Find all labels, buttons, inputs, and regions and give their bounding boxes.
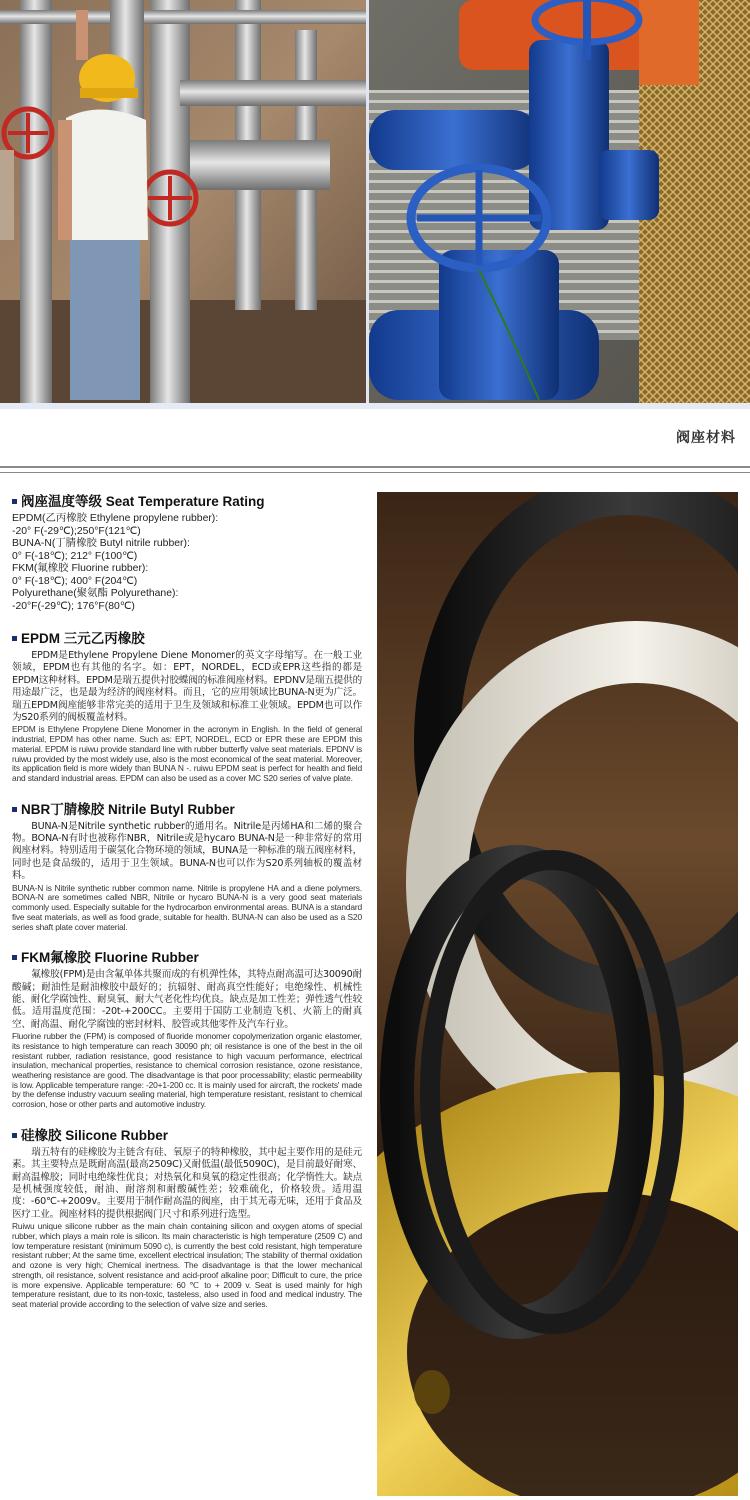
photo-valve-seat-rings (377, 492, 738, 1496)
fkm-description-en: Fluorine rubber the (FPM) is composed of fluoride monomer copolymerization organic elastomer, its resistance to high temperature can reach 30090 ph; oil resistance is one of the best in the oil resistant rubber, radiation resistance, good resistance to high vacuum performance, electrical insulation, mechanical properties, resistance to chemical corrosion resistance, ozone resistance, weathering resistance are good. The disadvantage is that poor processability; elastic permeability is low. Applicable temperature range: -20+1-200 cc. It is mainly used for aircraft, the rockets' made by the defense industry vacuum sealing material, high temperature resistant, resistant to chemical corrosion, hose or other parts and automotive industry. (12, 1031, 362, 1110)
temperature-rating-title: 阀座温度等级 Seat Temperature Rating (21, 494, 265, 509)
photo-blue-gate-valves (369, 0, 750, 403)
header-rule (0, 466, 750, 468)
nbr-description-en: BUNA-N is Nitrile synthetic rubber common name. Nitrile is propylene HA and a diene polymers. BONA-N are sometimes called NBR, Nitrile or hycaro BUNA-N is a very good seat materials commonly used. Especially suitable for the hydrocarbon environmental areas. BUNA is a standard five seat materials, as well as food grade, suitable for health. BUNA-N can also be used as a S20 series shaft plate cover material. (12, 882, 362, 932)
rating-line: BUNA-N(丁腈橡胶 Butyl nitrile rubber): (12, 538, 190, 549)
section-heading (12, 946, 362, 966)
epdm-section (12, 627, 362, 784)
temperature-rating-section (12, 490, 362, 613)
epdm-description-zh: EPDM是Ethylene Propylene Diene Monomer的英文字母缩写。在一般工业领域，EPDM也有其他的名字。如：EPT，NORDEL，ECD或EPR这些指的都是EPDM这种材料。EPDM是瑞五提供衬胶蝶阀的标准阀座材料。EPDNV是瑞五提供的用途最广泛，也是最为经济的阀座材料。而且，它的应用领域比BUNA-N更为广泛。瑞五EPDM阀座能够非常完美的适用于卫生及领域和标准工业领域。EPDM也可以作为S20系列的阀板覆盖材料。 (12, 650, 362, 724)
photo-bottom-strip (0, 403, 750, 409)
section-heading (12, 627, 362, 647)
square-bullet-icon (12, 499, 17, 504)
section-heading (12, 1124, 362, 1144)
rating-line: FKM(氟橡胶 Fluorine rubber): (12, 563, 149, 574)
square-bullet-icon (12, 807, 17, 812)
photo-industrial-pipes (0, 0, 366, 403)
silicone-description-en: Ruiwu unique silicone rubber as the main chain containing silicon and oxygen atoms of special rubber, which plays a main role is silicon. Its main characteristic is high temperature (2509 C) and low temperature resistant (minimum 5090 c), is currently the best cold resistant, high temperature resistant rubber; At the same time, excellent electrical insulation; The stability of thermal oxidation and ozone is very high; Chemical inertness. The disadvantage is that the lower mechanical strength, oil resistance, solvent resistance and acid-proof alkaline poor; Difficult to cure, the price is more expensive. Applicable temperature: 60 ℃ to + 2009 v. Seat is used mainly for high temperature resistant, due to its non-toxic, tasteless, also used in food and medical industry. The seat material provide according to the selection of valve size and series. (12, 1221, 362, 1309)
silicone-section (12, 1124, 362, 1310)
rating-line: Polyurethane(聚氨酯 Polyurethane): (12, 588, 179, 599)
header-rule-thin (0, 472, 750, 473)
silicone-title: 硅橡胶 Silicone Rubber (21, 1127, 169, 1143)
epdm-title: EPDM 三元乙丙橡胶 (21, 631, 145, 646)
square-bullet-icon (12, 1133, 17, 1138)
rating-line: -20°F(-29℃); 176°F(80℃) (12, 600, 135, 612)
rating-line: EPDM(乙丙橡胶 Ethylene propylene rubber): (12, 513, 219, 524)
rating-line: 0° F(-18℃); 212° F(100℃) (12, 550, 138, 562)
nbr-title: NBR丁腈橡胶 Nitrile Butyl Rubber (21, 801, 235, 817)
fkm-description-zh: 氟橡胶(FPM)是由含氟单体共聚而成的有机弹性体，其特点耐高温可达30090耐酸碱；耐油性是耐油橡胶中最好的；抗辐射、耐高真空性能好；电绝缘性、机械性能、耐化学腐蚀性、耐臭氧、耐大气老化性均优良。缺点是加工性差；弹性透气性较低。适用温度范围：-20t-+200CC。主要用于国防工业制造飞机、火箭上的耐真空、耐高温、耐化学腐蚀的密封材料、胶管或其他零件及汽车行业。 (12, 969, 362, 1030)
fkm-title: FKM氟橡胶 Fluorine Rubber (21, 950, 199, 966)
rating-line: -20° F(-29℃);250°F(121℃) (12, 525, 141, 537)
materials-text-column (12, 490, 362, 1324)
square-bullet-icon (12, 636, 17, 641)
epdm-description-en: EPDM is Ethylene Propylene Diene Monomer in the acronym in English. In the field of general industrial, EPDM has other name. Such as: EPT, NORDEL, ECD or EPR these are EPDM this material. EPDM is ruiwu provide standard line with rubber butterfly valve seat materials. EPDNV is ruiwu provided by the most widely use, also is the most economical of the seat material. Moreover, its application field is more widely than BUNA N -. ruiwu EPDM seat is perfect for health and field and standard industrial areas. EPDM can also be used as a cover MC S20 series of valve plate. (12, 724, 362, 783)
square-bullet-icon (12, 955, 17, 960)
nbr-description-zh: BUNA-N是Nitrile synthetic rubber的通用名。Nitrile是丙烯HA和二烯的聚合物。BONA-N有时也被称作NBR，Nitrile或是hycaro BUNA-N是一种非常好的常用阀座材料。特别适用于碳氢化合物环境的领域，BUNA是一种标准的瑞五阀座材料，同时也是食品级的，适用于卫生领域。BUNA-N也可以作为S20系列轴板的覆盖材料。 (12, 820, 362, 882)
fkm-section (12, 946, 362, 1110)
section-title: 阀座材料 (676, 430, 736, 446)
rating-line: 0° F(-18℃); 400° F(204℃) (12, 575, 138, 587)
nbr-section (12, 798, 362, 933)
section-heading (12, 798, 362, 818)
silicone-description-zh: 瑞五特有的硅橡胶为主链含有硅、氧原子的特种橡胶，其中起主要作用的是硅元素。其主要特点是既耐高温(最高2509C)又耐低温(最低5090C)，是目前最好耐寒、耐高温橡胶；同时电绝缘性优良；对热氧化和臭氧的稳定性很高；化学惰性大。缺点是机械强度较低，耐油、耐溶剂和耐酸碱性差；较难硫化，价格较贵。适用温度：-60℃-+2009v。主要用于制作耐高温的阀座，由于其无毒无味，还用于食品及医疗工业。阀座材料的提供根据阀门尺寸和系列进行选型。 (12, 1146, 362, 1220)
section-heading (12, 490, 362, 510)
